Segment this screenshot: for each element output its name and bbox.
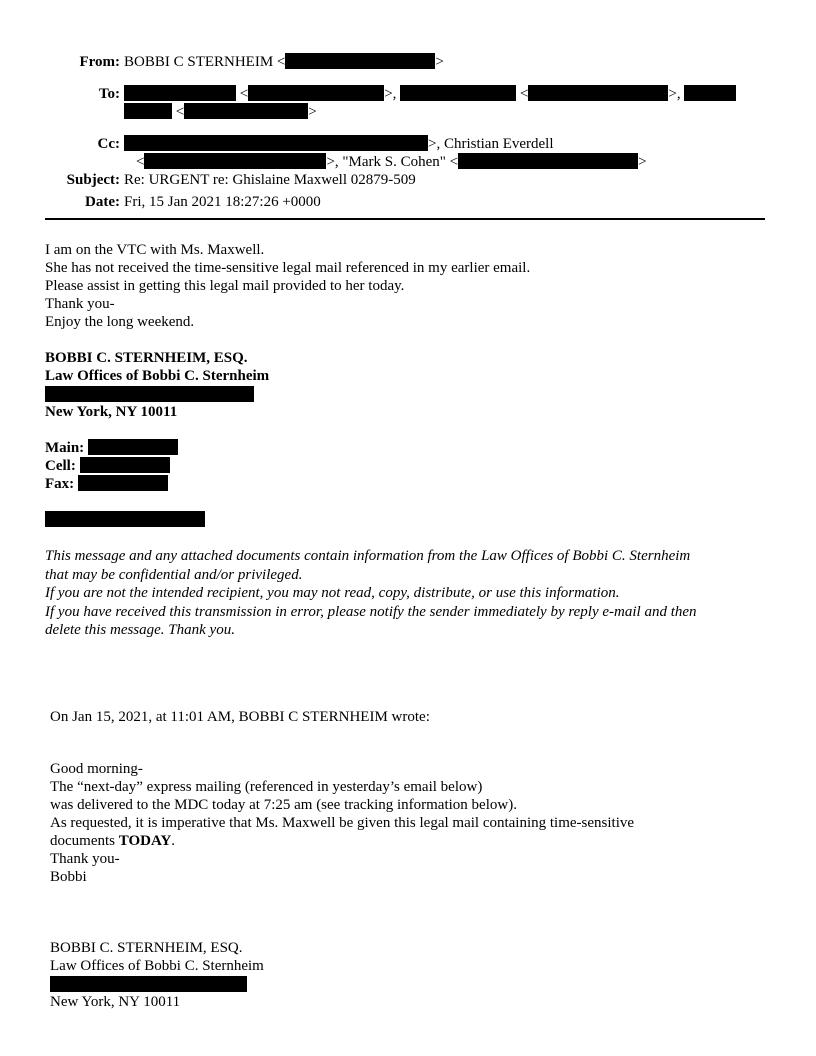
to-separator: >, xyxy=(668,86,681,102)
cc-close: > xyxy=(638,154,647,170)
date-label: Date: xyxy=(85,194,120,210)
redacted-cc-3 xyxy=(458,153,638,169)
quoted-signoff: Bobbi xyxy=(50,869,87,885)
subject-text: Re: URGENT re: Ghislaine Maxwell 02879-509 xyxy=(124,172,416,188)
redacted-fax xyxy=(78,475,168,491)
from-close: > xyxy=(435,54,444,70)
to-bracket: < xyxy=(175,104,185,120)
redacted-to-email-3 xyxy=(184,103,308,119)
message-line: Enjoy the long weekend. xyxy=(45,314,195,330)
to-bracket: < xyxy=(239,86,249,102)
redacted-website xyxy=(45,511,205,529)
cell-phone-row xyxy=(45,457,170,475)
redacted-to-name-3b xyxy=(124,103,172,119)
quoted-signature-city: New York, NY 10011 xyxy=(50,994,181,1010)
disclaimer-line: This message and any attached documents contain information from the Law Offices of Bobbi C. Sternheim xyxy=(45,548,691,564)
quoted-line: The “next-day” express mailing (referenced in yesterday’s email below) xyxy=(50,779,483,795)
quoted-thanks: Thank you- xyxy=(50,851,120,867)
disclaimer-line: If you have received this transmission in error, please notify the sender immediately by reply e-mail and then xyxy=(45,604,697,620)
redacted-to-email-2 xyxy=(528,85,668,101)
signature-city: New York, NY 10011 xyxy=(45,404,178,420)
disclaimer-line: that may be confidential and/or privileged. xyxy=(45,567,303,583)
quoted-greeting: Good morning- xyxy=(50,761,143,777)
redacted-to-email-1 xyxy=(248,85,384,101)
quoted-documents-text: documents xyxy=(50,833,119,849)
message-line: I am on the VTC with Ms. Maxwell. xyxy=(45,242,265,258)
from-label: From: xyxy=(79,54,120,70)
redacted-main-phone xyxy=(88,439,178,455)
subject-row xyxy=(0,171,816,189)
quoted-line: was delivered to the MDC today at 7:25 am (see tracking information below). xyxy=(50,797,517,813)
main-phone-row xyxy=(45,439,178,457)
signature-name: BOBBI C. STERNHEIM, ESQ. xyxy=(45,350,248,366)
fax-label: Fax: xyxy=(45,476,75,492)
signature-firm: Law Offices of Bobbi C. Sternheim xyxy=(45,368,270,384)
to-bracket: < xyxy=(519,86,529,102)
redacted-to-name-2 xyxy=(400,85,516,101)
quoted-today-emphasis: TODAY xyxy=(118,833,172,849)
cc-christian-everdell: >, Christian Everdell xyxy=(428,136,554,152)
to-close: > xyxy=(308,104,317,120)
main-label: Main: xyxy=(45,440,85,456)
from-name: BOBBI C STERNHEIM < xyxy=(124,54,286,70)
subject-label: Subject: xyxy=(66,172,120,188)
email-header xyxy=(0,53,816,211)
quoted-line-today xyxy=(50,832,175,850)
header-divider xyxy=(45,218,765,220)
redacted-cc-2 xyxy=(144,153,326,169)
message-line: Please assist in getting this legal mail provided to her today. xyxy=(45,278,405,294)
disclaimer-line: delete this message. Thank you. xyxy=(45,622,235,638)
message-line: She has not received the time-sensitive legal mail referenced in my earlier email. xyxy=(45,260,531,276)
redacted-address xyxy=(45,386,254,404)
redacted-to-name-3a xyxy=(684,85,736,101)
cc-label: Cc: xyxy=(97,136,120,152)
date-text: Fri, 15 Jan 2021 18:27:26 +0000 xyxy=(124,194,321,210)
message-line: Thank you- xyxy=(45,296,115,312)
quoted-period: . xyxy=(171,833,176,849)
date-row xyxy=(0,193,816,211)
cc-mark-cohen: >, "Mark S. Cohen" < xyxy=(326,154,459,170)
quoted-line: As requested, it is imperative that Ms. Maxwell be given this legal mail containing time-sensitive xyxy=(50,815,635,831)
quoted-redacted-address xyxy=(50,976,247,994)
redacted-from-email xyxy=(285,53,435,69)
cc-row xyxy=(0,135,816,171)
fax-row xyxy=(45,475,168,493)
from-row xyxy=(0,53,816,71)
redacted-cc-1 xyxy=(124,135,428,151)
cc-bracket: < xyxy=(136,154,145,170)
redacted-cell-phone xyxy=(80,457,170,473)
quoted-signature-firm: Law Offices of Bobbi C. Sternheim xyxy=(50,958,264,974)
quoted-intro: On Jan 15, 2021, at 11:01 AM, BOBBI C STERNHEIM wrote: xyxy=(50,709,430,725)
disclaimer-line: If you are not the intended recipient, you may not read, copy, distribute, or use this information. xyxy=(45,585,620,601)
redacted-to-name-1 xyxy=(124,85,236,101)
to-separator: >, xyxy=(384,86,397,102)
to-row xyxy=(0,85,816,121)
cell-label: Cell: xyxy=(45,458,76,474)
quoted-signature-name: BOBBI C. STERNHEIM, ESQ. xyxy=(50,940,243,956)
to-label: To: xyxy=(98,86,120,102)
